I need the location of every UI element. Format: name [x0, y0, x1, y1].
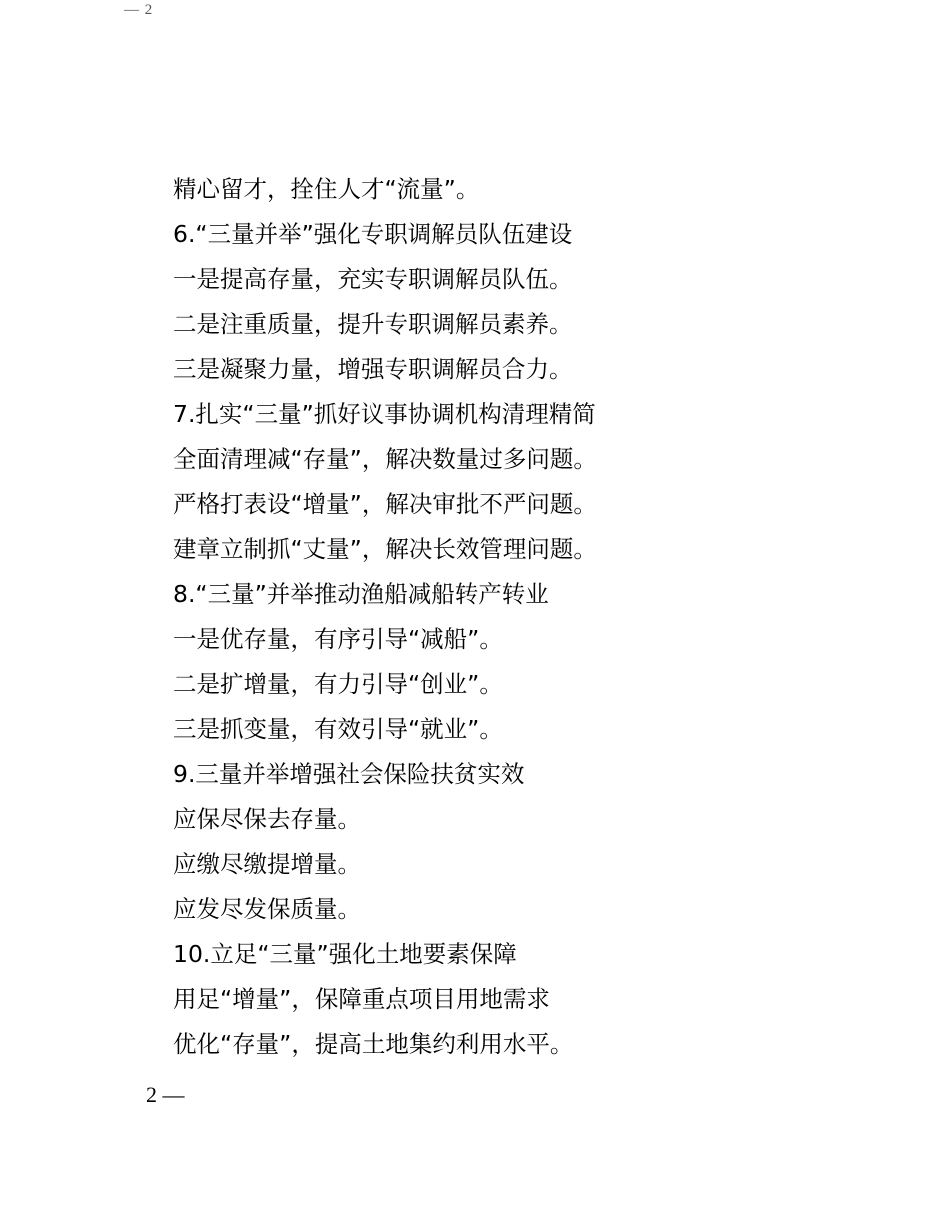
- footer-page-number: 2 —: [146, 1082, 185, 1107]
- text-line: 二是扩增量，有力引导“创业”。: [173, 670, 503, 698]
- section-heading-7: 7.扎实“三量”抓好议事协调机构清理精简: [173, 400, 596, 428]
- text-line: 精心留才，拴住人才“流量”。: [173, 175, 480, 203]
- section-heading-10: 10.立足“三量”强化土地要素保障: [173, 940, 517, 968]
- section-heading-8: 8.“三量”并举推动渔船减船转产转业: [173, 580, 549, 608]
- text-line: 优化“存量”，提高土地集约利用水平。: [173, 1030, 574, 1058]
- text-line: 一是提高存量，充实专职调解员队伍。: [173, 265, 573, 293]
- text-line: 应发尽发保质量。: [173, 895, 361, 923]
- section-heading-6: 6.“三量并举”强化专职调解员队伍建设: [173, 220, 573, 248]
- header-page-number: — 2: [124, 2, 154, 18]
- text-line: 三是抓变量，有效引导“就业”。: [173, 715, 503, 743]
- text-line: 三是凝聚力量，增强专职调解员合力。: [173, 355, 573, 383]
- document-body: [173, 167, 873, 1067]
- text-line: 严格打表设“增量”，解决审批不严问题。: [173, 490, 597, 518]
- text-line: 建章立制抓“丈量”，解决长效管理问题。: [173, 535, 597, 563]
- text-line: 二是注重质量，提升专职调解员素养。: [173, 310, 573, 338]
- text-line: 应缴尽缴提增量。: [173, 850, 361, 878]
- text-line: 全面清理减“存量”，解决数量过多问题。: [173, 445, 597, 473]
- text-line: 应保尽保去存量。: [173, 805, 361, 833]
- section-heading-9: 9.三量并举增强社会保险扶贫实效: [173, 760, 525, 788]
- text-line: 用足“增量”，保障重点项目用地需求: [173, 985, 550, 1013]
- text-line: 一是优存量，有序引导“减船”。: [173, 625, 503, 653]
